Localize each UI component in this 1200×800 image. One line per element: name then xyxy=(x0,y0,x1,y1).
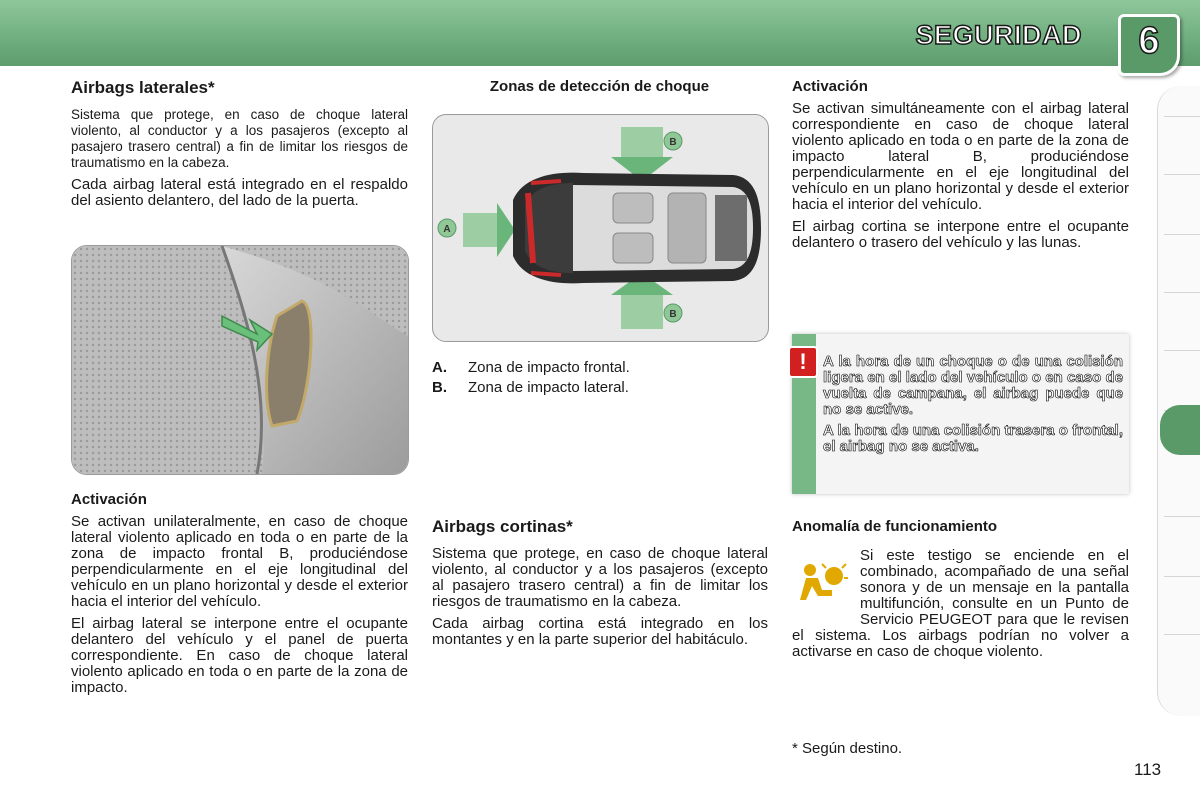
diagram-title: Zonas de detección de choque xyxy=(489,78,710,95)
section-title: SEGURIDAD xyxy=(915,20,1082,50)
diagram-legend xyxy=(432,358,767,398)
activation-text-left-2: El airbag lateral se interpone entre el ocupante delantero del vehículo y el panel de puerta correspondiente. En caso de choque lateral violento aplicado en toda o en parte de la zona de impacto. xyxy=(71,615,408,696)
right-activation xyxy=(792,78,1129,251)
airbags-cortinas-title: Airbags cortinas* xyxy=(432,517,573,536)
side-tab-active xyxy=(1160,405,1200,455)
activation-text-left-1: Se activan unilateralmente, en caso de choque lateral violento aplicado en toda o en parte de la zona de impacto frontal B, produciéndose perpendicularmente en el eje longitudinal del vehículo en un plano horizontal y desde el exterior hacia el interior del vehículo. xyxy=(71,513,408,610)
warning-text xyxy=(823,354,1123,455)
chapter-tab xyxy=(1118,14,1180,76)
anomaly-section xyxy=(792,518,1129,535)
activation-title-right: Activación xyxy=(792,78,868,95)
footnote: * Según destino. xyxy=(792,740,903,757)
anomaly-text-block xyxy=(792,548,1129,660)
warning-text-1: A la hora de un choque o de una colisión ligera en el lado del vehículo o en caso de vuelta de campana, el airbag puede que no se active. xyxy=(823,353,1123,418)
header-band xyxy=(0,0,1200,66)
airbags-laterales-intro: Sistema que protege, en caso de choque lateral violento, al conductor y a los pasajeros (excepto al pasajero trasero central) a fin de limitar los riesgos de traumatismo en la cabeza. xyxy=(71,107,408,170)
diagram-heading xyxy=(432,78,767,95)
side-tab-divider xyxy=(1164,234,1200,235)
activation-title-left: Activación xyxy=(71,491,147,508)
legend-item-a xyxy=(432,358,767,378)
seat-photo-illustration xyxy=(72,246,408,474)
warning-text-2: A la hora de una colisión trasera o frontal, el airbag no se activa. xyxy=(823,422,1123,455)
legend-key-b: B. xyxy=(432,379,447,396)
chapter-side-tabs xyxy=(1157,86,1200,716)
side-tab-divider xyxy=(1164,116,1200,117)
warning-box xyxy=(792,334,1129,494)
side-tab-divider xyxy=(1164,292,1200,293)
left-column xyxy=(71,78,408,209)
airbags-laterales-title: Airbags laterales* xyxy=(71,78,215,97)
anomaly-title: Anomalía de funcionamiento xyxy=(792,518,998,535)
car-top-view-illustration xyxy=(433,115,768,341)
seat-airbag-photo xyxy=(71,245,409,475)
side-tab-divider xyxy=(1164,516,1200,517)
airbags-cortinas-text-1: Sistema que protege, en caso de choque lateral violento, al conductor y a los pasajeros (excepto al pasajero trasero central) a fin de limitar los riesgos de traumatismo en la cabeza. xyxy=(432,545,768,610)
warning-exclamation-icon: ! xyxy=(788,346,818,378)
side-tab-divider xyxy=(1164,634,1200,635)
activation-text-right-1: Se activan simultáneamente con el airbag lateral correspondiente en caso de choque lateral violento aplicado en toda o en parte de la zona de impacto lateral B, produciéndose perpendicularmente en el eje longitudinal del vehículo en un plano horizontal y desde el exterior hacia el interior del vehículo. xyxy=(792,100,1129,213)
legend-text-a: Zona de impacto frontal. xyxy=(468,359,630,376)
curtain-section xyxy=(432,517,768,648)
label-b-bottom: B xyxy=(669,309,677,320)
left-activation xyxy=(71,491,408,696)
legend-text-b: Zona de impacto lateral. xyxy=(468,379,629,396)
legend-key-a: A. xyxy=(432,359,447,376)
label-b-top: B xyxy=(669,137,677,148)
airbags-laterales-integration: Cada airbag lateral está integrado en el respaldo del asiento delantero, del lado de la puerta. xyxy=(71,176,408,209)
legend-item-b xyxy=(432,378,767,398)
chapter-number: 6 xyxy=(1138,20,1160,62)
anomaly-text: Si este testigo se enciende en el combinado, acompañado de una señal sonora y de un mensaje en la pantalla multifunción, consulte en un Punto de Servicio PEUGEOT para que le revisen el sistema. Los airbags podrían no volver a activarse en caso de choque violento. xyxy=(792,547,1129,660)
side-tab-divider xyxy=(1164,576,1200,577)
activation-text-right-2: El airbag cortina se interpone entre el ocupante delantero o trasero del vehículo y las lunas. xyxy=(792,218,1129,251)
label-a: A xyxy=(443,224,451,235)
side-tab-divider xyxy=(1164,350,1200,351)
side-tab-divider xyxy=(1164,174,1200,175)
impact-zones-diagram xyxy=(432,114,769,342)
airbags-cortinas-text-2: Cada airbag cortina está integrado en los montantes y en la parte superior del habitáculo. xyxy=(432,615,768,648)
page-number: 113 xyxy=(1134,760,1162,779)
